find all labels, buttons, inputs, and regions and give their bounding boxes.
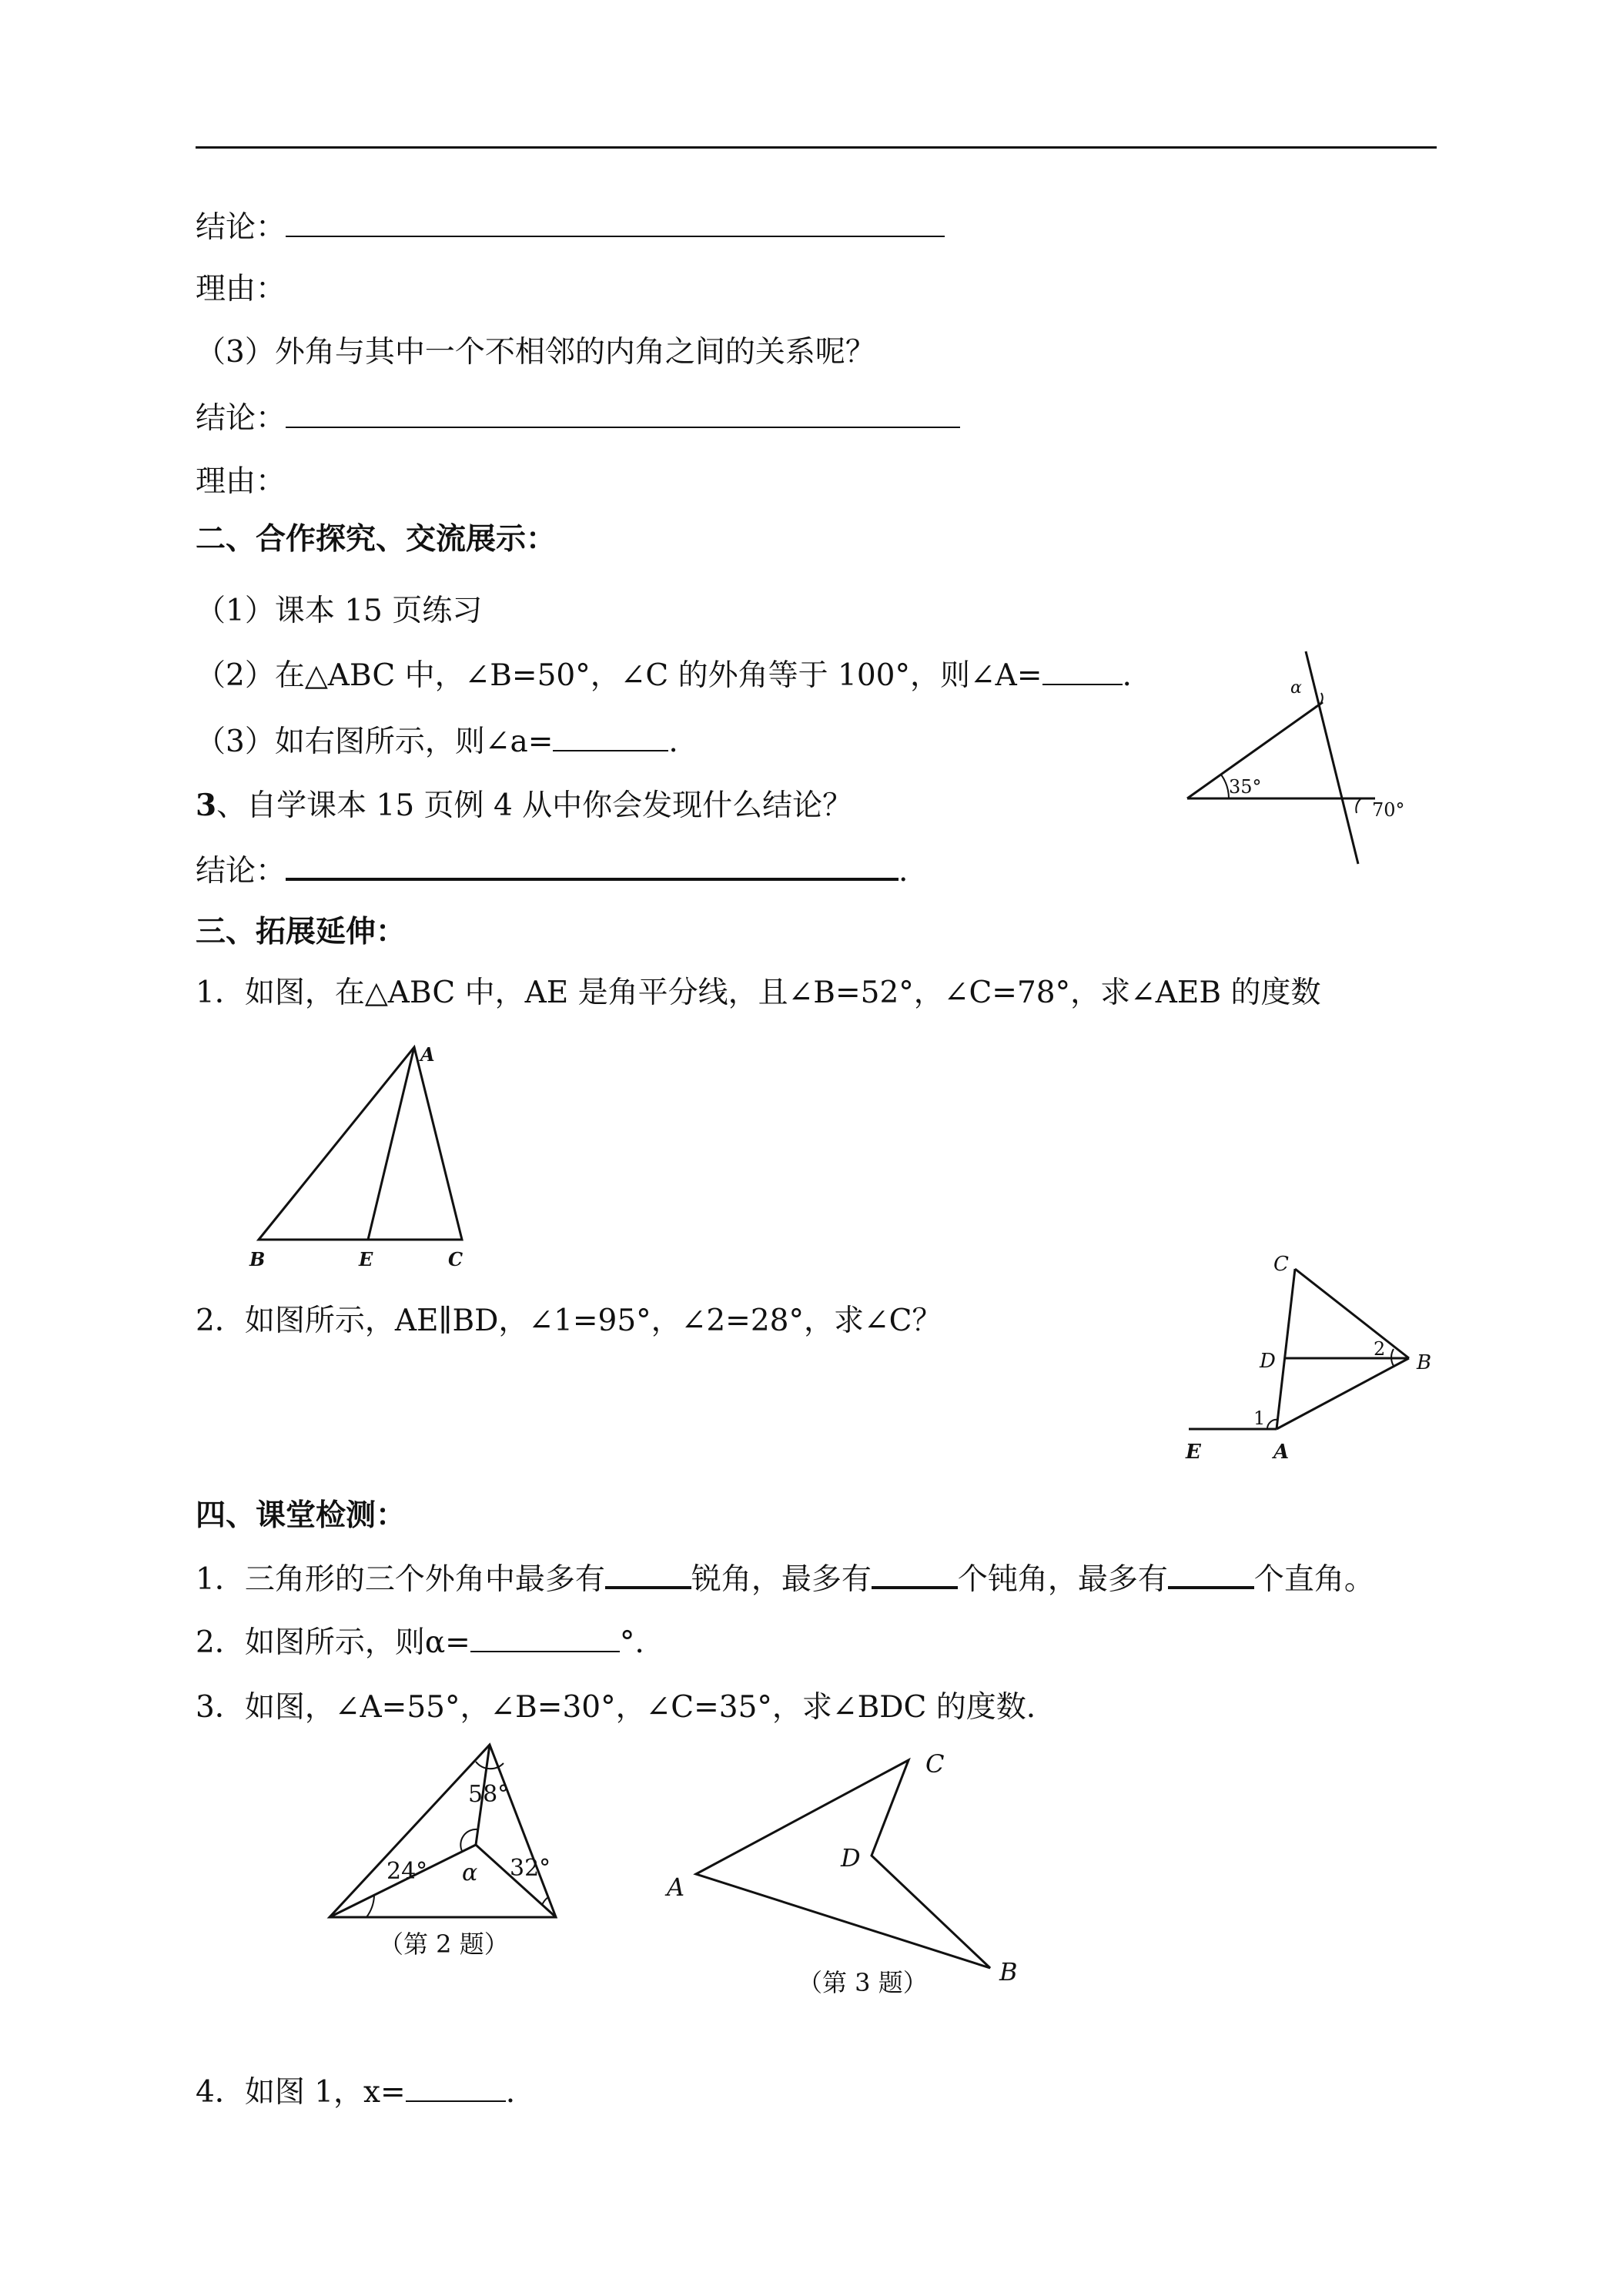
question-text: 1．如图，在△ABC 中，AE 是角平分线，且∠B=52°，∠C=78°，求∠AEB 的度数 (196, 976, 1321, 1010)
answer-blank[interactable] (406, 2073, 506, 2102)
label-a: A (667, 1873, 685, 1902)
question-text: 2．如图所示，AE∥BD，∠1=95°，∠2=28°，求∠C？ (196, 1304, 942, 1338)
label-e: E (1186, 1441, 1201, 1464)
question-text: 1．三角形的三个外角中最多有 (196, 1562, 605, 1597)
label-a: A (420, 1043, 435, 1066)
label-d: D (1260, 1350, 1276, 1373)
label-b: B (999, 1957, 1018, 1986)
question-text: 2．如图所示，则α= (196, 1625, 470, 1660)
conclusion-label: 结论： (196, 210, 286, 245)
conclusion-label: 结论： (196, 401, 286, 436)
label-alpha: α (462, 1859, 478, 1886)
heading-text: 四、课堂检测： (196, 1498, 407, 1533)
item-end: . (899, 854, 909, 889)
item-end: . (668, 725, 678, 759)
label-70: 70° (1372, 799, 1405, 821)
label-35: 35° (1229, 776, 1262, 798)
item-text: （3）如右图所示，则∠a= (196, 725, 554, 759)
label-e: E (359, 1248, 373, 1270)
reason-label: 理由： (196, 464, 286, 499)
item-text: 、自学课本 15 页例 4 从中你会发现什么结论？ (216, 788, 853, 823)
heading-text: 三、拓展延伸： (196, 914, 407, 949)
question-text: 个直角。 (1253, 1562, 1374, 1597)
label-c: C (925, 1749, 945, 1779)
caption-q3: （第 3 题） (798, 1968, 928, 1997)
item-text: （1）课本 15 页练习 (196, 594, 483, 628)
s4-question-4 (196, 2073, 515, 2111)
label-2: 2 (1374, 1338, 1386, 1360)
question-text: 个钝角，最多有 (957, 1562, 1168, 1597)
label-b: B (249, 1248, 266, 1270)
item-text: （2）在△ABC 中，∠B=50°，∠C 的外角等于 100°，则∠A= (196, 658, 1042, 693)
heading-text: 二、合作探究、交流展示： (196, 521, 557, 557)
item-end: . (1122, 658, 1132, 693)
item-number: 3 (196, 788, 217, 823)
question-text: 锐角，最多有 (691, 1562, 872, 1597)
label-c: C (448, 1248, 463, 1270)
caption-q2: （第 2 题） (379, 1930, 509, 1959)
label-24: 24° (387, 1858, 428, 1885)
question-text: 3．如图，∠A=55°，∠B=30°，∠C=35°，求∠BDC 的度数. (196, 1690, 1036, 1725)
label-a: A (1273, 1441, 1290, 1464)
label-d: D (841, 1843, 861, 1873)
question-text: 4．如图 1，x= (196, 2075, 406, 2110)
reason-label: 理由： (196, 272, 286, 306)
label-b: B (1417, 1351, 1432, 1374)
label-1: 1 (1253, 1407, 1266, 1429)
question-text: （3）外角与其中一个不相邻的内角之间的关系呢？ (196, 335, 875, 370)
label-c: C (1273, 1253, 1289, 1276)
conclusion-label: 结论： (196, 854, 286, 889)
label-58: 58° (468, 1781, 510, 1808)
question-end: °. (619, 1625, 644, 1660)
label-32: 32° (510, 1855, 551, 1882)
label-alpha: α (1290, 678, 1302, 698)
question-end: . (505, 2075, 516, 2110)
